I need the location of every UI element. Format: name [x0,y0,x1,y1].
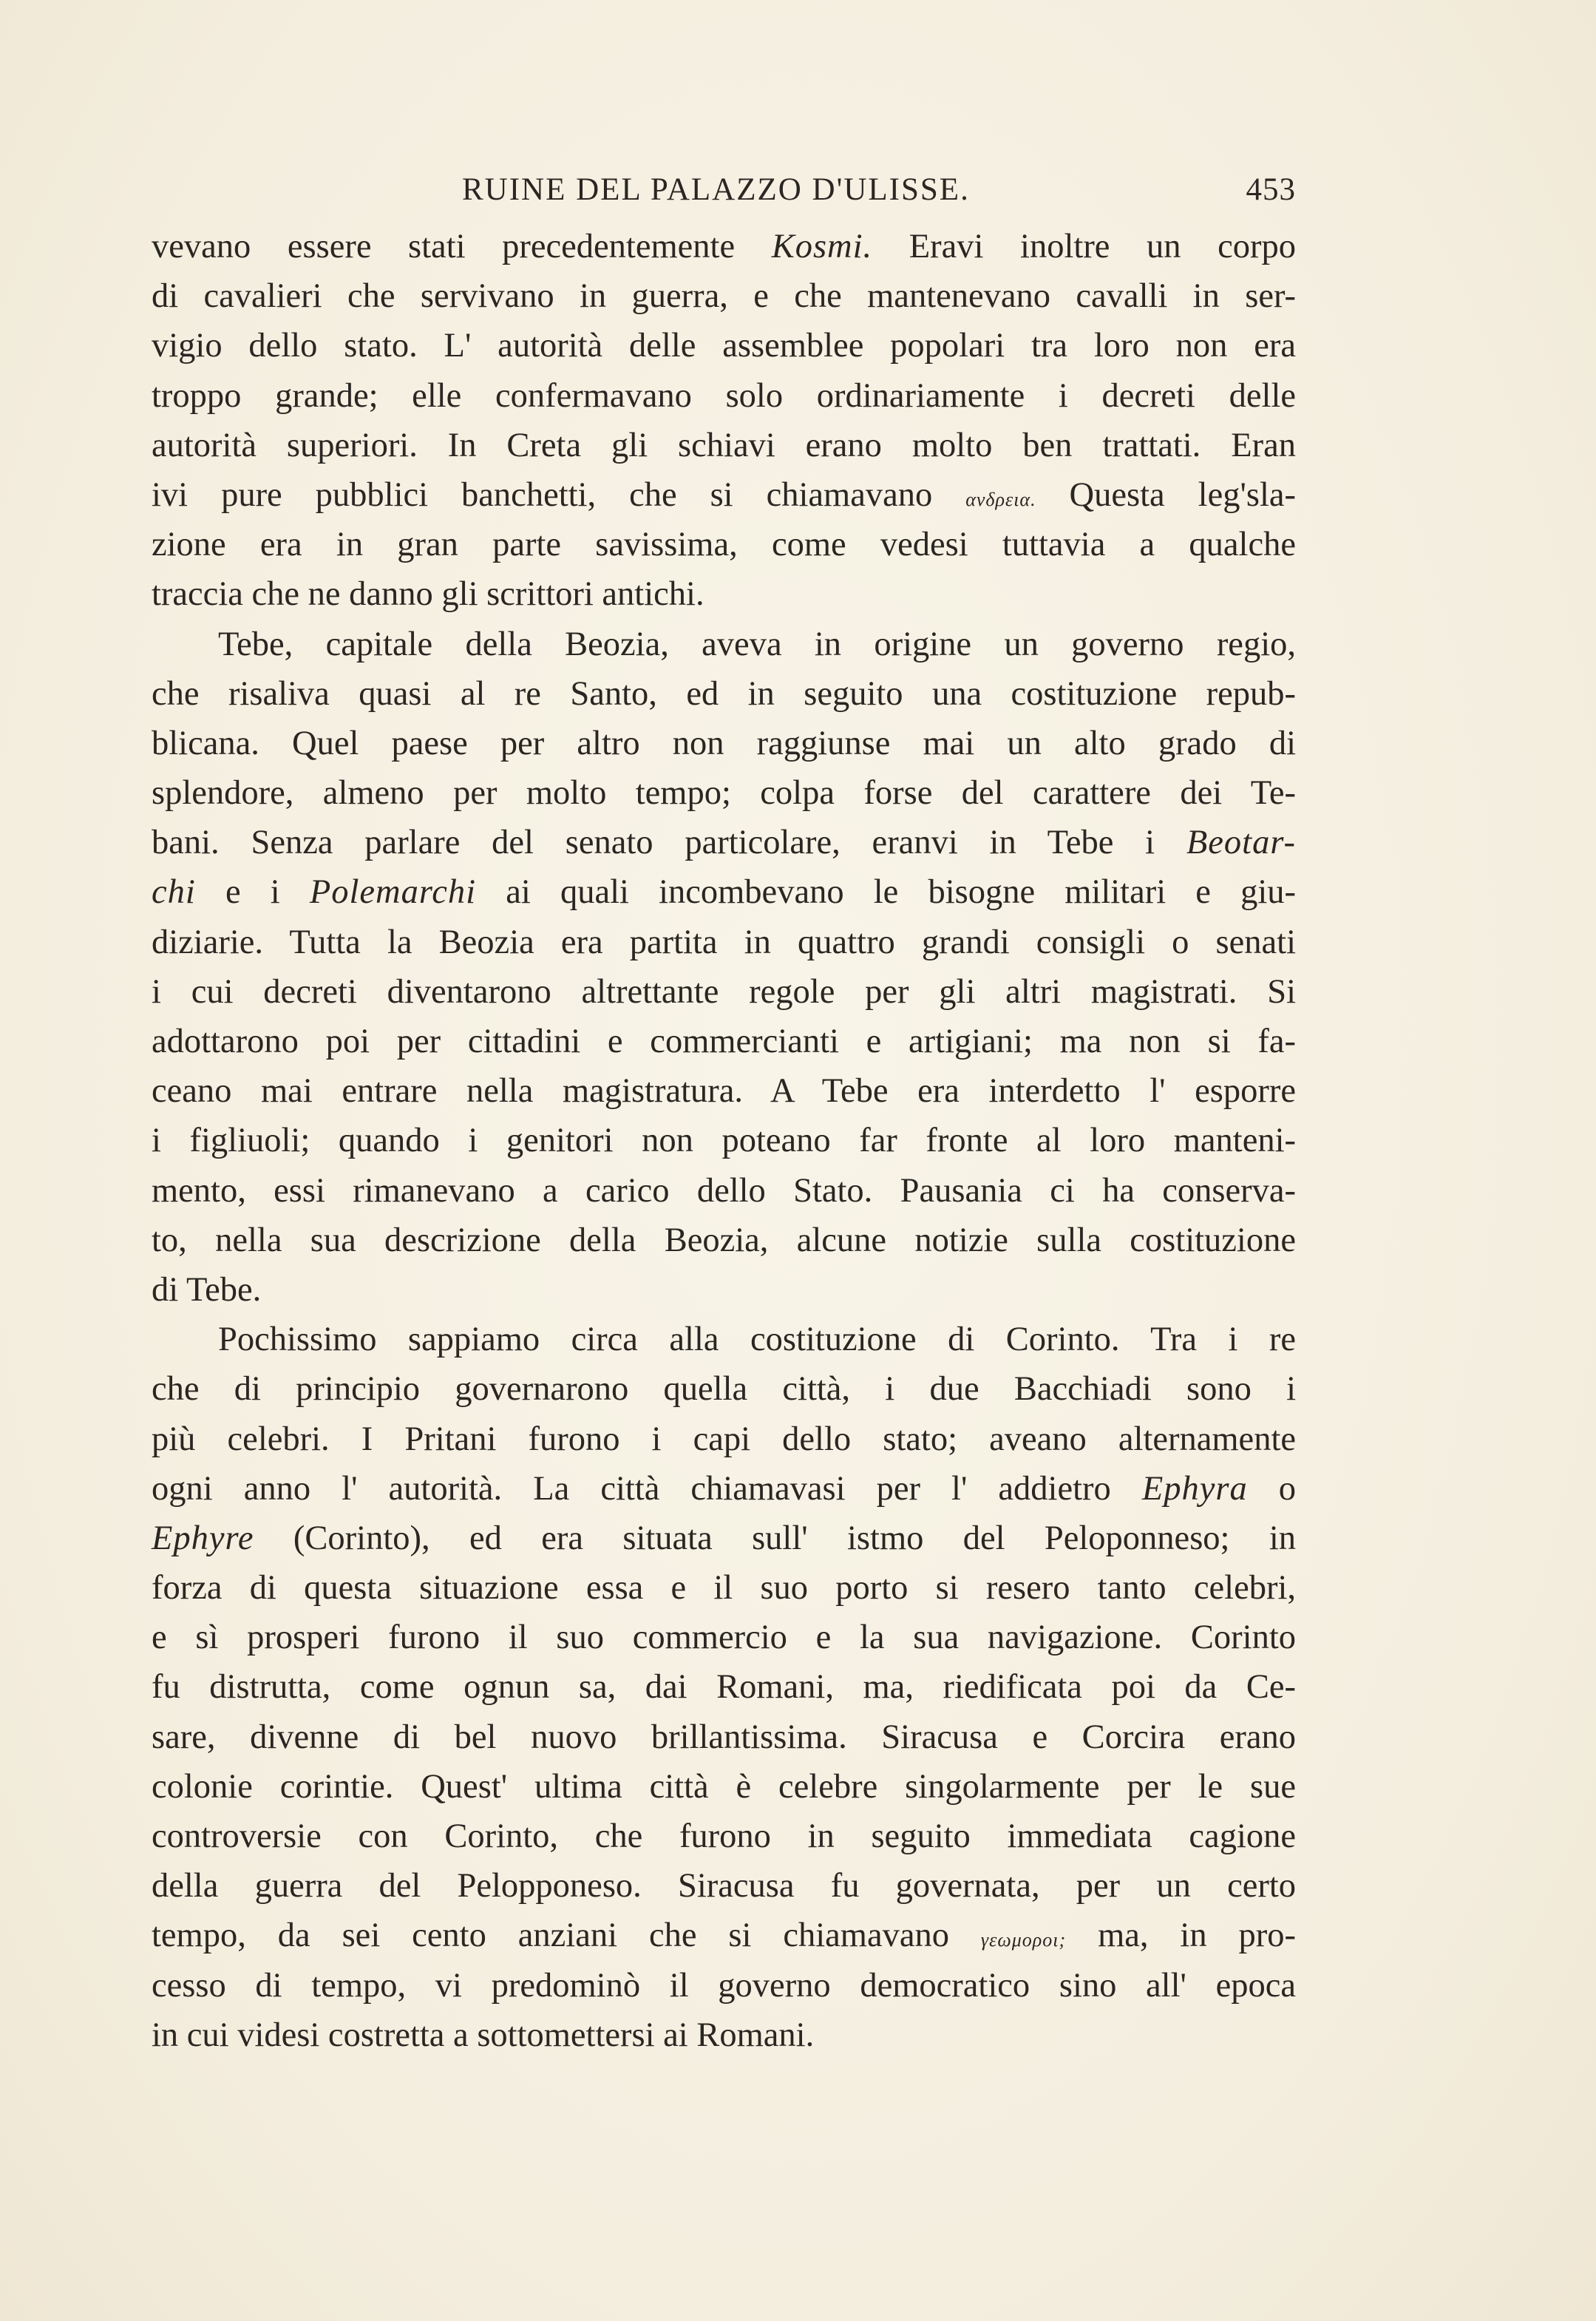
text-line [152,520,1296,569]
text-run: Pochissimo sappiamo circa alla costituzione di Corinto. Tra i re [218,1321,1296,1359]
paragraph [152,620,1296,1315]
text-run: to, nella sua descrizione della Beozia, alcune notizie sulla costituzione [152,1221,1296,1259]
text-line [152,1414,1296,1464]
italic-term: Polemarchi [309,873,477,912]
paragraph [152,222,1296,620]
text-run: sare, divenne di bel nuovo brillantissima. Siracusa e Corcira erano [152,1718,1296,1756]
italic-term: Ephyra [1141,1469,1248,1508]
text-run: e sì prosperi furono il suo commercio e la sua navigazione. Corinto [152,1619,1296,1657]
text-line [152,1116,1296,1165]
text-run: ma, in pro- [1066,1917,1296,1955]
text-run: di Tebe. [152,1270,262,1309]
text-run: Eravi inoltre un corpo [872,228,1296,265]
text-line [152,1613,1296,1662]
text-run: vevano essere stati precedentemente [152,228,772,265]
text-run: forza di questa situazione essa e il suo porto si resero tanto celebri, [152,1569,1296,1607]
text-run: ai quali incombevano le bisogne militari e giu- [476,873,1297,912]
text-run: troppo grande; elle confermavano solo ordinariamente i decreti delle [152,376,1296,415]
text-run: bani. Senza parlare del senato particolare, eranvi in Tebe i [152,824,1186,862]
text-run: diziarie. Tutta la Beozia era partita in quattro grandi consigli o senati [152,923,1296,961]
text-run: tempo, da sei cento anziani che si chiamavano [152,1917,981,1955]
text-line [152,1563,1296,1613]
text-run: e i [195,873,310,912]
text-run: ceano mai entrare nella magistratura. A Tebe era interdetto l' esporre [152,1072,1296,1111]
text-line [152,1762,1296,1812]
text-run: controversie con Corinto, che furono in seguito immediata cagione [152,1817,1296,1855]
text-run: o [1247,1469,1297,1508]
text-run: autorità superiori. In Creta gli schiavi erano molto ben trattati. Eran [152,426,1296,464]
text-run: di cavalieri che servivano in guerra, e che mantenevano cavalli in ser- [152,277,1296,316]
text-run: più celebri. I Pritani furono i capi dello stato; aveano alternamente [152,1420,1296,1458]
text-run: vigio dello stato. L' autorità delle assemblee popolari tra loro non era [152,327,1296,365]
text-line [152,818,1296,867]
text-line [152,421,1296,470]
italic-term: Kosmi. [771,228,873,265]
text-line [152,1861,1296,1911]
text-run: Questa leg'sla- [1036,475,1296,514]
text-run: ogni anno l' autorità. La città chiamavasi per l' addietro [152,1469,1142,1508]
text-line [152,1364,1296,1414]
text-line [152,1911,1296,1960]
text-run: che risaliva quasi al re Santo, ed in seguito una costituzione repub- [152,674,1296,713]
text-run: blicana. Quel paese per altro non raggiunse mai un alto grado di [152,724,1296,762]
text-line [152,1464,1296,1514]
text-line [152,1216,1296,1265]
page-number: 453 [1246,172,1296,207]
text-run: traccia che ne danno gli scrittori antichi. [152,575,704,614]
paragraph [152,1315,1296,2060]
text-line [152,1514,1296,1563]
text-run: colonie corintie. Quest' ultima città è celebre singolarmente per le sue [152,1767,1296,1806]
body-text [152,222,1296,2060]
text-line [152,967,1296,1017]
text-run: mento, essi rimanevano a carico dello Stato. Pausania ci ha conserva- [152,1171,1296,1210]
running-head [152,172,1296,216]
text-line [152,1961,1296,2010]
italic-term: Beotar- [1186,824,1296,862]
text-line [152,2010,1296,2060]
text-line [152,867,1296,917]
text-run: in cui videsi costretta a sottomettersi ai Romani. [152,2016,815,2054]
text-line [152,1712,1296,1762]
text-line [152,1265,1296,1315]
text-line [152,569,1296,619]
text-line [152,669,1296,719]
text-line [152,620,1296,669]
italic-term: Ephyre [152,1519,254,1557]
text-line [152,1017,1296,1066]
text-run: (Corinto), ed era situata sull' istmo del Peloponneso; in [254,1519,1296,1557]
text-run: fu distrutta, come ognun sa, dai Romani, ma, riedificata poi da Ce- [152,1668,1296,1707]
text-line [152,321,1296,370]
text-run: splendore, almeno per molto tempo; colpa forse del carattere dei Te- [152,774,1296,813]
text-run: Tebe, capitale della Beozia, aveva in origine un governo regio, [218,625,1296,663]
text-run: adottarono poi per cittadini e commercianti e artigiani; ma non si fa- [152,1023,1296,1060]
text-run: cesso di tempo, vi predominò il governo democratico sino all' epoca [152,1966,1296,2005]
text-run: della guerra del Pelopponeso. Siracusa fu governata, per un certo [152,1867,1296,1905]
text-line [152,1166,1296,1216]
italic-term: chi [152,873,196,912]
running-title: RUINE DEL PALAZZO D'ULISSE. [462,172,970,207]
text-line [152,1662,1296,1712]
text-line [152,768,1296,818]
text-run: ivi pure pubblici banchetti, che si chiamavano [152,475,966,514]
text-line [152,719,1296,768]
greek-term: ανδρεια. [965,488,1036,510]
text-run: zione era in gran parte savissima, come vedesi tuttavia a qualche [152,526,1296,564]
greek-term: γεωμοροι; [980,1929,1067,1951]
text-line [152,1066,1296,1116]
text-line [152,271,1296,321]
text-line [152,918,1296,967]
text-run: i cui decreti diventarono altrettante regole per gli altri magistrati. Si [152,972,1296,1011]
text-line [152,371,1296,421]
text-line [152,222,1296,271]
text-line [152,1315,1296,1364]
text-line [152,470,1296,520]
text-run: i figliuoli; quando i genitori non poteano far fronte al loro manteni- [152,1122,1296,1160]
text-run: che di principio governarono quella città, i due Bacchiadi sono i [152,1370,1296,1409]
text-line [152,1812,1296,1861]
